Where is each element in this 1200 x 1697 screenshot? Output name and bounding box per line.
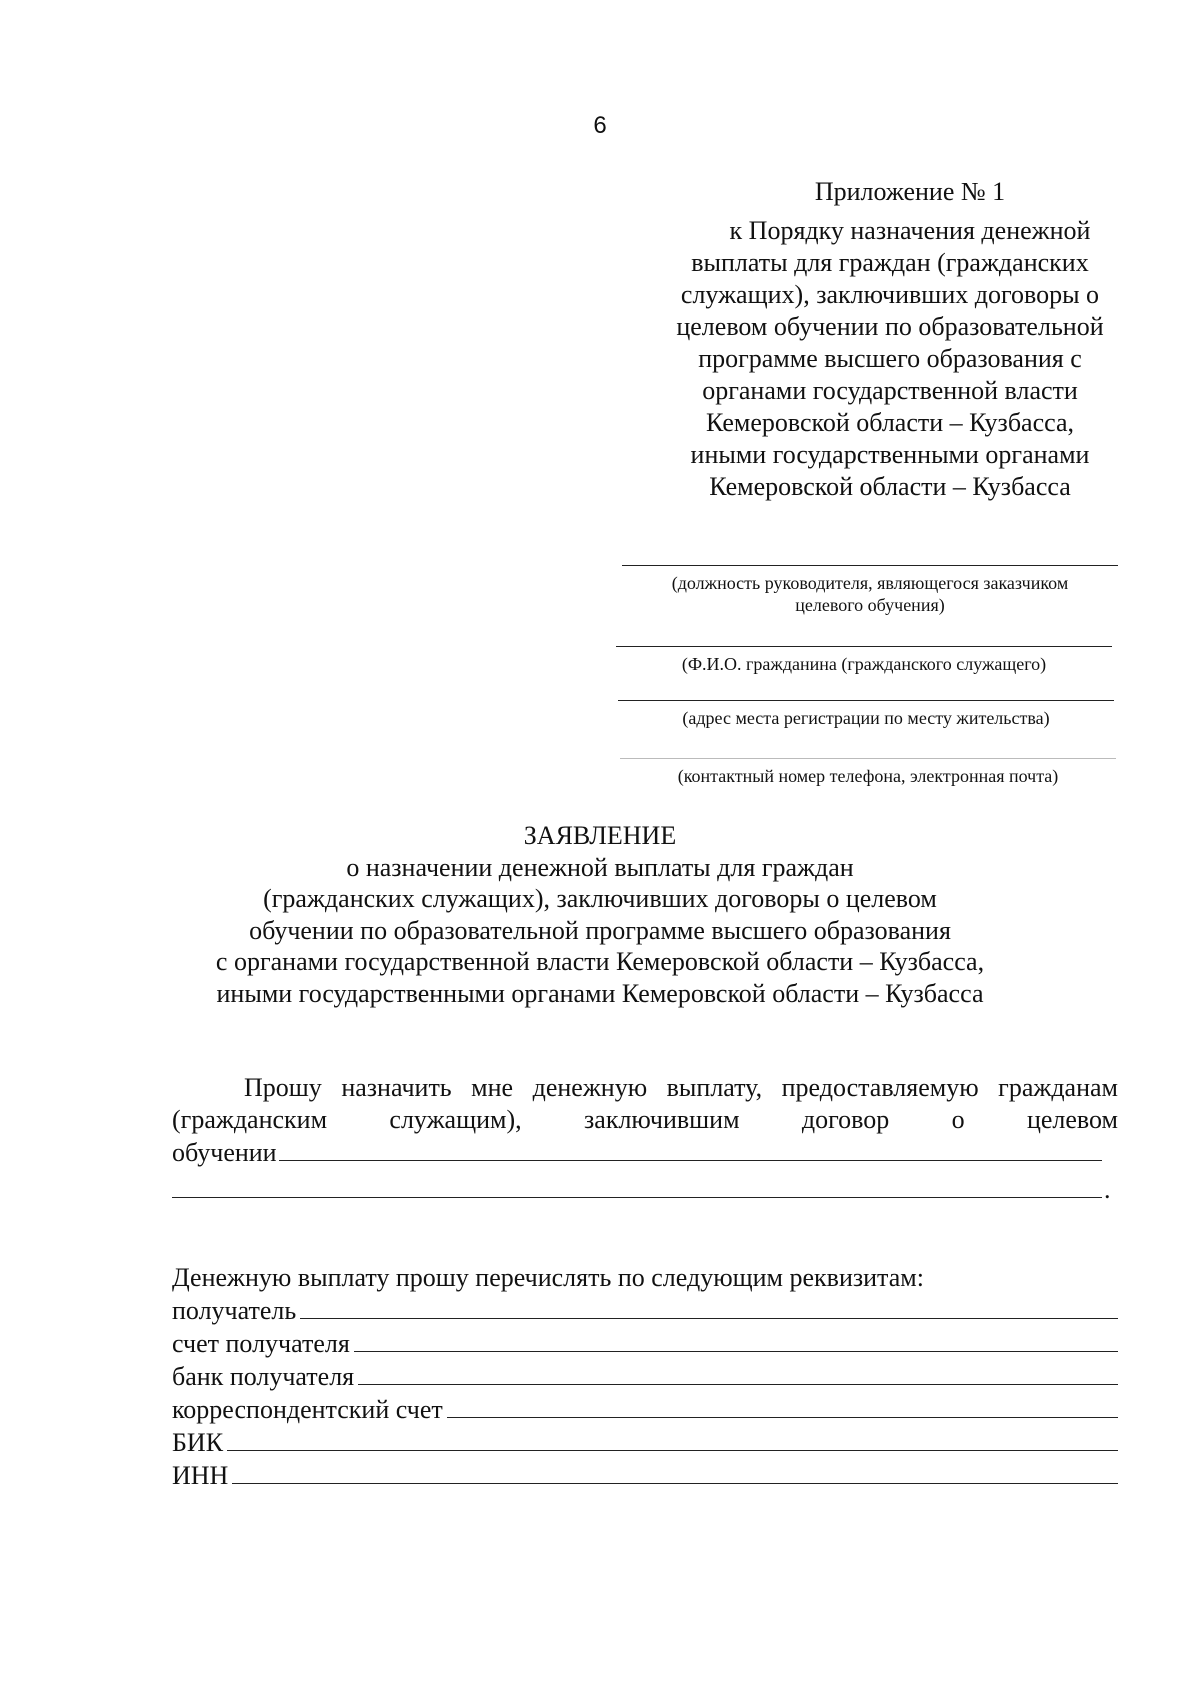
- training-label: обучении: [172, 1138, 277, 1167]
- appendix-line: выплаты для граждан (гражданских: [691, 248, 1089, 277]
- line-end-period: .: [1104, 1175, 1111, 1204]
- payment-intro: Денежную выплату прошу перечислять по следующим реквизитам:: [172, 1263, 924, 1292]
- appendix-line: иными государственными органами: [690, 440, 1090, 469]
- bik-label: БИК: [172, 1428, 224, 1457]
- corr-account-input-line[interactable]: [447, 1393, 1118, 1418]
- name-field[interactable]: [616, 646, 1112, 675]
- bank-field[interactable]: [172, 1360, 1118, 1393]
- statement-heading: ЗАЯВЛЕНИЕ: [523, 821, 677, 850]
- position-field[interactable]: [622, 565, 1118, 616]
- address-caption: (адрес места регистрации по месту жительства): [682, 708, 1050, 728]
- recipient-label: получатель: [172, 1296, 297, 1325]
- request-paragraph: [172, 1072, 1118, 1206]
- appendix-title: Приложение № 1: [814, 177, 1006, 206]
- name-caption: (Ф.И.О. гражданина (гражданского служащего): [681, 654, 1047, 674]
- contact-caption: (контактный номер телефона, электронная почта): [677, 766, 1059, 786]
- position-caption: (должность руководителя, являющегося заказчиком целевого обучения): [671, 573, 1069, 615]
- account-label: счет получателя: [172, 1329, 350, 1358]
- recipient-input-line[interactable]: [300, 1294, 1118, 1319]
- statement-line: с органами государственной власти Кемеровской области – Кузбасса,: [215, 947, 985, 976]
- appendix-line: программе высшего образования с: [698, 344, 1082, 373]
- name-line[interactable]: [616, 646, 1112, 647]
- appendix-line: Кемеровской области – Кузбасса,: [705, 408, 1075, 437]
- request-line: (гражданским служащим), заключившим договор о целевом: [172, 1105, 1118, 1134]
- payment-details: [172, 1262, 1118, 1492]
- appendix-line: служащих), заключивших договоры о: [680, 280, 1100, 309]
- training-field-continuation[interactable]: [172, 1173, 1118, 1206]
- bik-input-line[interactable]: [227, 1426, 1118, 1451]
- corr-account-label: корреспондентский счет: [172, 1395, 443, 1424]
- account-field[interactable]: [172, 1327, 1118, 1360]
- appendix-line: к Порядку назначения денежной: [729, 216, 1091, 245]
- training-field[interactable]: [172, 1136, 1102, 1169]
- appendix-reference: [660, 215, 1120, 503]
- inn-label: ИНН: [172, 1461, 229, 1490]
- address-line[interactable]: [618, 700, 1114, 701]
- inn-field[interactable]: [172, 1459, 1118, 1492]
- request-line: Прошу назначить мне денежную выплату, предоставляемую гражданам: [244, 1073, 1118, 1102]
- statement-title: [0, 820, 1200, 1009]
- contact-field[interactable]: [620, 758, 1116, 787]
- bik-field[interactable]: [172, 1426, 1118, 1459]
- bank-input-line[interactable]: [358, 1360, 1118, 1385]
- contact-line[interactable]: [620, 758, 1116, 759]
- corr-account-field[interactable]: [172, 1393, 1118, 1426]
- appendix-line: Кемеровской области – Кузбасса: [709, 472, 1071, 501]
- position-line[interactable]: [622, 565, 1118, 566]
- statement-line: обучении по образовательной программе высшего образования: [249, 915, 951, 945]
- appendix-line: целевом обучении по образовательной: [676, 312, 1104, 341]
- address-field[interactable]: [618, 700, 1114, 729]
- statement-line: (гражданских служащих), заключивших договоры о целевом: [263, 884, 937, 913]
- appendix-line: органами государственной власти: [702, 376, 1078, 405]
- statement-line: иными государственными органами Кемеровской области – Кузбасса: [216, 978, 984, 1008]
- page-number: 6: [593, 112, 607, 139]
- recipient-field[interactable]: [172, 1294, 1118, 1327]
- inn-input-line[interactable]: [232, 1459, 1118, 1484]
- training-input-line[interactable]: [279, 1136, 1102, 1161]
- account-input-line[interactable]: [354, 1327, 1118, 1352]
- statement-line: о назначении денежной выплаты для граждан: [346, 852, 854, 882]
- training-input-line-2[interactable]: [172, 1173, 1102, 1198]
- bank-label: банк получателя: [172, 1362, 355, 1391]
